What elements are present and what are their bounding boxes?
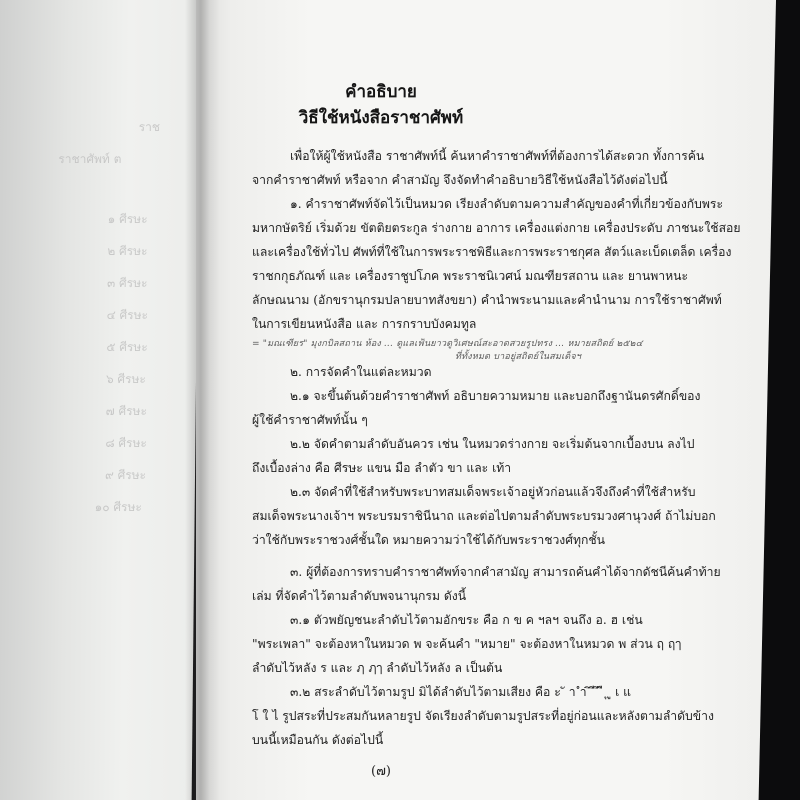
left-page-ghost-text: ๕ ศีรษะ	[106, 340, 148, 354]
paragraph-line: มหากษัตริย์ เริ่มด้วย ขัตติยตระกูล ร่างกาย อาการ เครื่องแต่งกาย เครื่องประดับ ภาชนะใช้สอย	[252, 221, 741, 235]
page-subtitle: วิธีใช้หนังสือราชาศัพท์	[298, 108, 464, 128]
left-page-ghost-text: ราชาศัพท์ ต	[58, 152, 122, 166]
paragraph-line: เล่ม ที่จัดคำไว้ตามลำดับพจนานุกรม ดังนี้	[252, 589, 467, 603]
paragraph-line: ๒. การจัดคำในแต่ละหมวด	[290, 365, 432, 379]
paragraph-line: จากคำราชาศัพท์ หรือจาก คำสามัญ จึงจัดทำคำอธิบายวิธีใช้หนังสือไว้ดังต่อไปนี้	[252, 173, 668, 187]
left-page-ghost-text: ๑ ศีรษะ	[107, 212, 148, 226]
paragraph-line: ว่าใช้กับพระราชวงศ์ชั้นใด หมายความว่าใช้ได้กับพระราชวงศ์ทุกชั้น	[252, 533, 606, 547]
left-page-ghost-text: ๙ ศีรษะ	[104, 468, 147, 482]
left-page-ghost-text: ๘ ศีรษะ	[105, 436, 147, 450]
paragraph-line: ๒.๓ จัดคำที่ใช้สำหรับพระบาทสมเด็จพระเจ้าอยู่หัวก่อนแล้วจึงถึงคำที่ใช้สำหรับ	[290, 485, 696, 499]
paragraph-line: สมเด็จพระนางเจ้าฯ พระบรมราชินีนาถ และต่อไปตามลำดับพระบรมวงศานุวงศ์ ถ้าไม่บอก	[252, 509, 716, 523]
paragraph-line: ๑. คำราชาศัพท์จัดไว้เป็นหมวด เรียงลำดับตามความสำคัญของคำที่เกี่ยวข้องกับพระ	[290, 197, 724, 211]
paragraph-line: และเครื่องใช้ทั่วไป ศัพท์ที่ใช้ในการพระราชพิธีและการพระราชกุศล สัตว์และเบ็ดเตล็ด เครื่อง	[252, 245, 732, 259]
paragraph-line: ๒.๒ จัดคำตามลำดับอันควร เช่น ในหมวดร่างกาย จะเริ่มต้นจากเบื้องบน ลงไป	[290, 437, 695, 451]
paragraph-line: ถึงเบื้องล่าง คือ ศีรษะ แขน มือ ลำตัว ขา และ เท้า	[252, 461, 512, 475]
paragraph-line: ๓.๒ สระลำดับไว้ตามรูป มิได้ลำดับไว้ตามเสียง คือ ะ ั า ำ ิ ี ึ ื ุ ู เ แ	[290, 685, 631, 699]
paragraph-line: ลักษณนาม (อักขรานุกรมปลายบาทสังขยา) คำนำพระนามและคำนำนาม การใช้ราชาศัพท์	[252, 293, 722, 307]
left-page-ghost-text: ๑๐ ศีรษะ	[94, 500, 142, 514]
paragraph-line: ผู้ใช้คำราชาศัพท์นั้น ๆ	[252, 413, 368, 427]
paragraph-line: บนนี้เหมือนกัน ดังต่อไปนี้	[252, 733, 384, 747]
paragraph-line: เพื่อให้ผู้ใช้หนังสือ ราชาศัพท์นี้ ค้นหาคำราชาศัพท์ที่ต้องการได้สะดวก ทั้งการค้น	[290, 149, 705, 163]
page-title: คำอธิบาย	[345, 82, 417, 102]
handwritten-note: = "มณเฑียร" มุงกบิลสถาน ห้อง ... ดูแลเฟ้นยาวดูวิเศษณ์สะอาดสวยรูปทรง ... หมายสถิตย์ ๒๕๒๔	[252, 339, 643, 349]
page-number: (๗)	[371, 764, 391, 779]
left-page-ghost-text: ๒ ศีรษะ	[107, 244, 148, 258]
paragraph-line: ลำดับไว้หลัง ร และ ฦ ฦๅ ลำดับไว้หลัง ล เป็นต้น	[252, 661, 503, 675]
paragraph-line: โ ใ ไ รูปสระที่ประสมกันหลายรูป จัดเรียงลำดับตามรูปสระที่อยู่ก่อนและหลังตามลำดับข้าง	[252, 709, 714, 723]
paragraph-line: "พระเพลา" จะต้องหาในหมวด พ จะค้นคำ "หมาย" จะต้องหาในหมวด พ ส่วน ฤ ฤๅ	[252, 637, 682, 651]
paragraph-line: ๓.๑ ตัวพยัญชนะลำดับไว้ตามอักขระ คือ ก ข ค ฯลฯ จนถึง อ. ฮ เช่น	[290, 613, 643, 627]
left-page-ghost-text: ๓ ศีรษะ	[106, 276, 148, 290]
left-page-ghost-text: ราช	[138, 120, 161, 134]
paragraph-line: ราชกกุธภัณฑ์ และ เครื่องราชูปโภค พระราชนิเวศน์ มณฑียรสถาน และ ยานพาหนะ	[252, 269, 689, 283]
paragraph-line: ๓. ผู้ที่ต้องการทราบคำราชาศัพท์จากคำสามัญ สามารถค้นคำได้จากดัชนีค้นคำท้าย	[290, 565, 721, 579]
left-page-ghost-text: ๗ ศีรษะ	[105, 404, 148, 418]
handwritten-note: ที่ทั้งหมด บาอยู่สถิตย์ในสมเด็จฯ	[455, 352, 582, 362]
paragraph-line: ในการเขียนหนังสือ และ การกราบบังคมทูล	[252, 317, 477, 331]
left-page-ghost-text: ๖ ศีรษะ	[105, 372, 146, 386]
left-page-ghost-text: ๔ ศีรษะ	[106, 308, 149, 322]
paragraph-line: ๒.๑ จะขึ้นต้นด้วยคำราชาศัพท์ อธิบายความหมาย และบอกถึงฐานันดรศักดิ์ของ	[290, 389, 701, 403]
